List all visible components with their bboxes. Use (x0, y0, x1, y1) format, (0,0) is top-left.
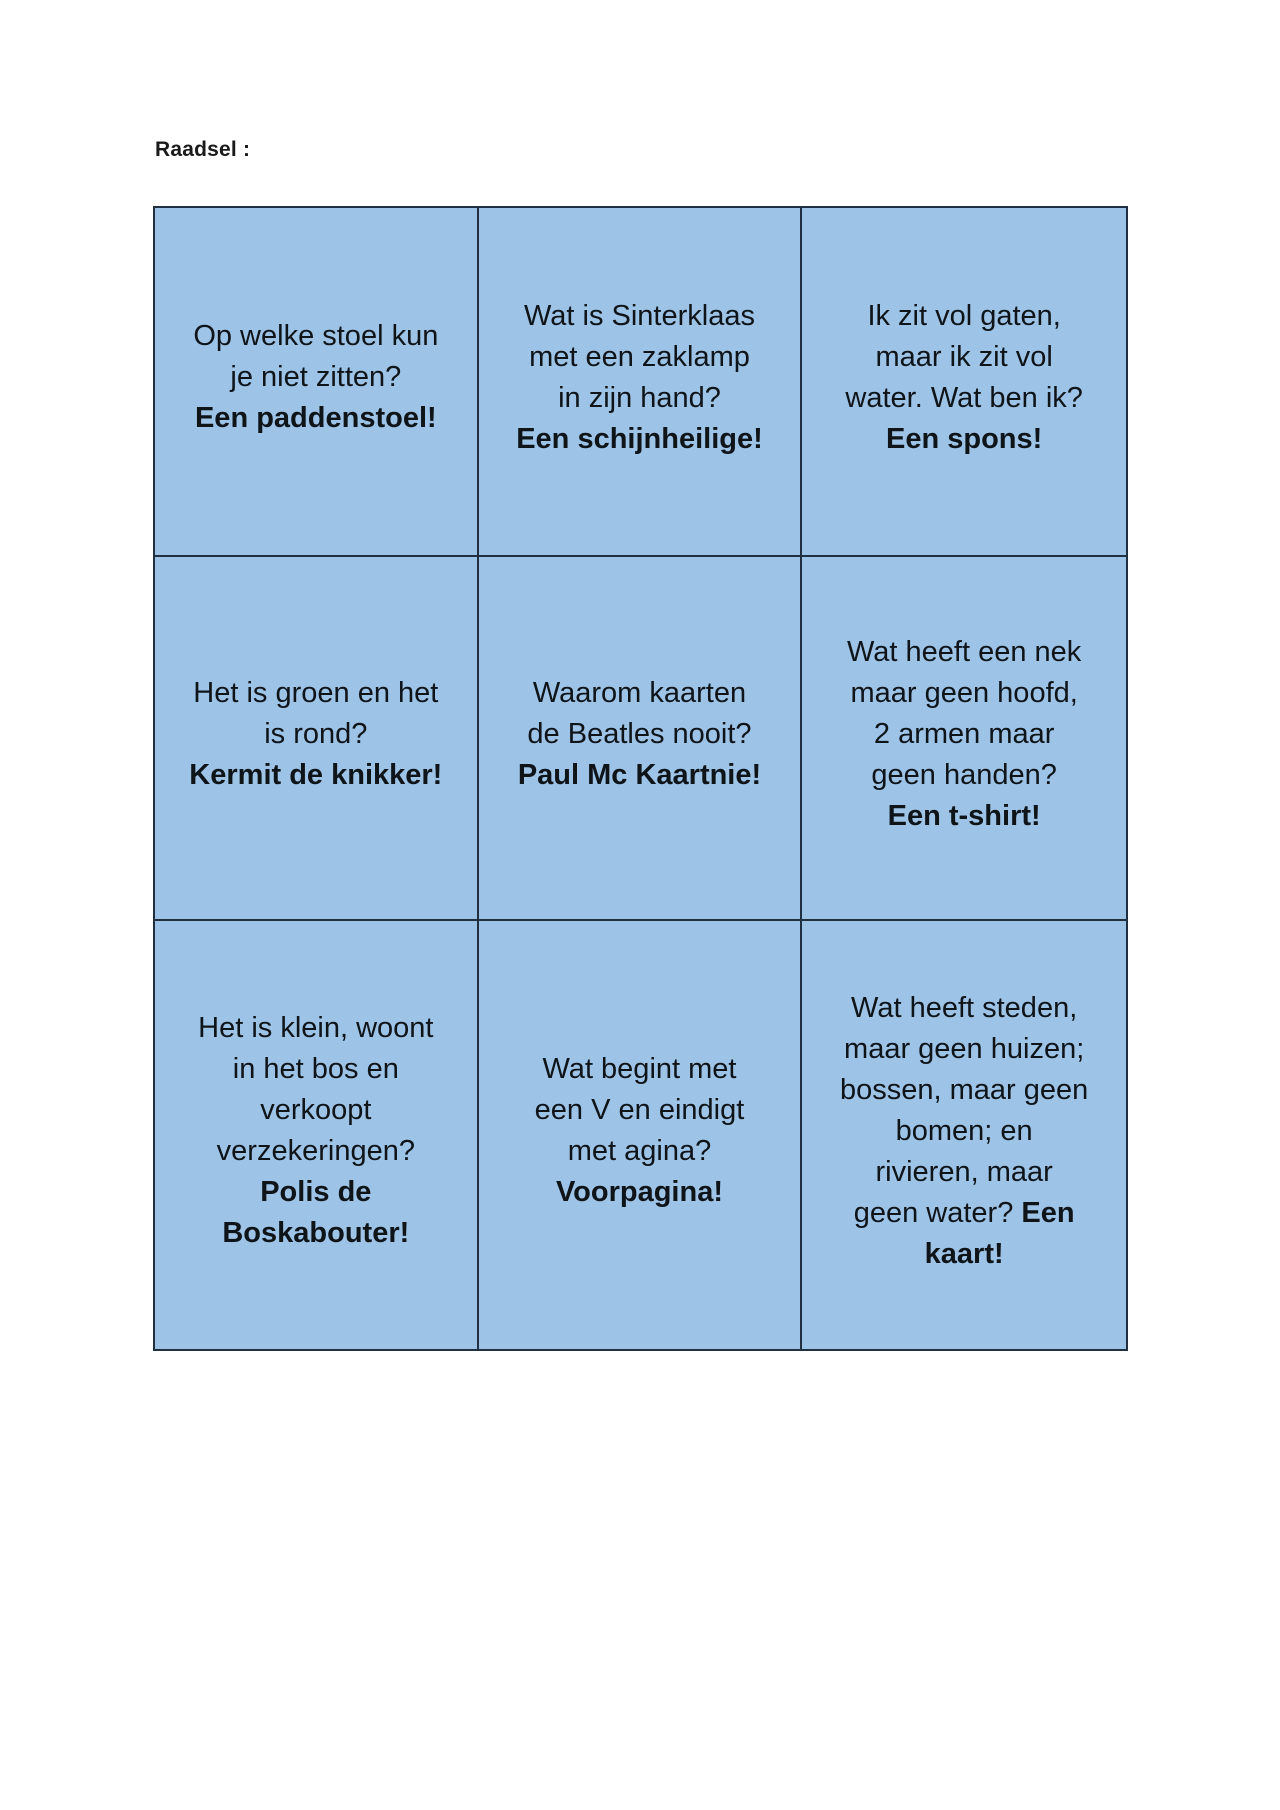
riddle-cell (802, 557, 1126, 921)
riddle-question-text: verkoopt (260, 1094, 372, 1126)
riddle-line (230, 357, 401, 398)
riddle-question-text: maar geen hoofd, (850, 676, 1078, 709)
riddle-question-text: is rond? (264, 717, 368, 750)
riddle-line (845, 378, 1082, 419)
riddle-line (867, 296, 1060, 337)
riddle-question-text: je niet zitten? (230, 361, 402, 393)
riddle-question-text: geen handen? (871, 758, 1057, 791)
riddle-line (925, 1234, 1004, 1275)
riddle-line (260, 1172, 371, 1213)
riddle-line (260, 1090, 371, 1131)
riddle-cell (155, 921, 479, 1349)
riddle-answer-text: Een (1021, 1196, 1075, 1229)
riddle-question-text: maar geen huizen; (844, 1032, 1085, 1065)
riddle-line (524, 296, 755, 337)
riddle-line (568, 1131, 712, 1172)
riddle-question-text: Wat heeft een nek (847, 635, 1082, 668)
riddle-question-text: water. Wat ben ik? (845, 381, 1083, 414)
riddle-line (851, 988, 1077, 1029)
riddle-question-text: bomen; en (895, 1114, 1033, 1147)
riddle-line (558, 378, 721, 419)
riddle-line (556, 1172, 723, 1213)
riddle-question-text: Ik zit vol gaten, (867, 299, 1061, 332)
riddle-line (195, 398, 437, 439)
riddle-line (854, 1193, 1075, 1234)
riddle-line (529, 337, 750, 378)
riddle-line (876, 337, 1053, 378)
riddle-question-text: maar ik zit vol (875, 340, 1053, 373)
riddle-line (874, 714, 1055, 755)
riddle-line (516, 419, 763, 460)
riddle-cell (479, 208, 803, 557)
riddle-cell (155, 208, 479, 557)
riddle-question-text: verzekeringen? (216, 1135, 415, 1167)
riddle-line (233, 1049, 399, 1090)
riddle-answer-text: Een t-shirt! (887, 799, 1041, 832)
riddle-line (189, 755, 442, 796)
riddle-line (217, 1131, 415, 1172)
riddle-line (518, 755, 761, 796)
riddle-line (533, 673, 746, 714)
riddle-question-text: met agina? (567, 1135, 712, 1167)
riddle-question-text: 2 armen maar (873, 717, 1055, 750)
riddle-answer-text: Polis de (260, 1176, 372, 1208)
riddle-line (850, 673, 1077, 714)
riddle-question-text: bossen, maar geen (840, 1073, 1089, 1106)
riddle-question-text: Wat begint met (542, 1053, 737, 1085)
riddle-line (527, 714, 751, 755)
riddle-answer-text: Kermit de knikker! (189, 758, 443, 791)
riddle-question-text: de Beatles nooit? (527, 717, 752, 750)
riddle-question-text: in zijn hand? (558, 381, 721, 414)
riddle-cell (155, 557, 479, 921)
riddle-answer-text: Voorpagina! (555, 1176, 723, 1208)
riddle-question-text: rivieren, maar (875, 1155, 1053, 1188)
riddle-answer-text: Boskabouter! (222, 1217, 410, 1249)
riddle-cell (802, 921, 1126, 1349)
riddle-question-text: geen water? (853, 1196, 1022, 1229)
riddle-cell (479, 557, 803, 921)
page-title: Raadsel : (155, 138, 251, 161)
riddle-line (198, 1008, 433, 1049)
riddle-question-text: Op welke stoel kun (193, 320, 439, 352)
riddle-line (535, 1090, 745, 1131)
riddle-answer-text: kaart! (924, 1237, 1004, 1270)
riddle-line (222, 1213, 409, 1254)
riddle-answer-text: Een spons! (886, 422, 1043, 455)
riddle-question-text: Wat heeft steden, (851, 991, 1078, 1024)
riddle-question-text: een V en eindigt (534, 1094, 745, 1126)
riddle-line (844, 1029, 1084, 1070)
riddle-line (840, 1070, 1088, 1111)
riddle-question-text: met een zaklamp (529, 340, 750, 373)
riddle-line (847, 632, 1081, 673)
riddle-question-text: Het is groen en het (193, 676, 439, 709)
riddle-answer-text: Paul Mc Kaartnie! (517, 758, 762, 791)
riddle-line (886, 419, 1042, 460)
riddle-line (193, 673, 438, 714)
riddle-line (876, 1152, 1053, 1193)
riddle-line (264, 714, 367, 755)
riddle-line (543, 1049, 737, 1090)
riddles-table (153, 206, 1128, 1351)
riddle-answer-text: Een paddenstoel! (194, 402, 437, 434)
riddle-question-text: Waarom kaarten (532, 676, 747, 709)
riddle-line (193, 316, 438, 357)
riddle-question-text: in het bos en (232, 1053, 399, 1085)
riddle-cell (479, 921, 803, 1349)
riddle-question-text: Wat is Sinterklaas (523, 299, 755, 332)
riddle-question-text: Het is klein, woont (198, 1012, 434, 1044)
riddle-line (871, 755, 1056, 796)
riddle-line (888, 796, 1041, 837)
riddle-line (896, 1111, 1033, 1152)
riddle-answer-text: Een schijnheilige! (516, 422, 763, 455)
riddle-cell (802, 208, 1126, 557)
